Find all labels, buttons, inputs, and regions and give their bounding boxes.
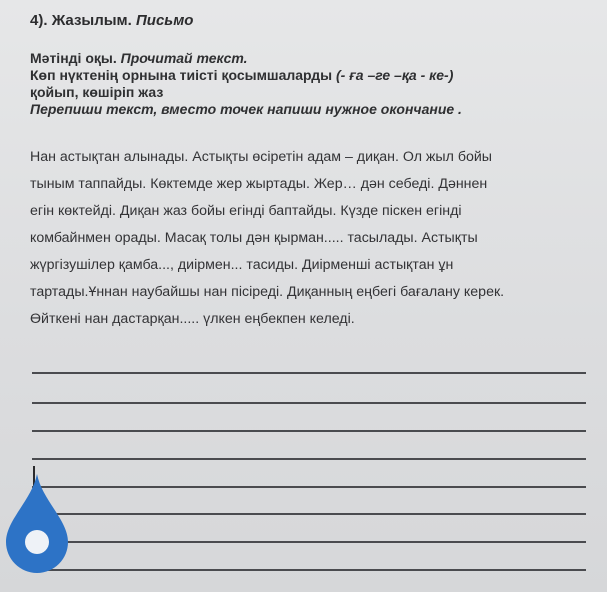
writing-line-3[interactable] [32, 430, 586, 432]
instruction-line-2 [30, 67, 590, 84]
writing-line-5[interactable] [32, 486, 586, 488]
reading-text [30, 144, 598, 333]
text-line: Өйткені нан дастарқан..... үлкен еңбекпен келеді. [30, 311, 355, 327]
instruction-suffix-list: (- ға –ге –қа - ке-) [336, 67, 454, 83]
task-title-kz: Жазылым. [51, 12, 132, 29]
writing-line-1[interactable] [32, 372, 586, 374]
text-line: Нан астықтан алынады. Астықты өсіретін адам – диқан. Ол жыл бойы [30, 149, 492, 165]
task-heading [30, 12, 193, 29]
task-instructions [30, 50, 590, 118]
task-number: 4). [30, 12, 48, 29]
blue-drop-icon[interactable] [2, 470, 72, 574]
text-line: комбайнмен орады. Масақ толы дән қырман..... тасылады. Астықты [30, 230, 478, 246]
writing-line-6[interactable] [32, 513, 586, 515]
instruction-line-4: Перепиши текст, вместо точек напиши нужное окончание . [30, 101, 462, 117]
instruction-line-1 [30, 50, 590, 67]
writing-line-8[interactable] [32, 569, 586, 571]
task-title-ru: Письмо [136, 12, 194, 29]
instruction-read-ru: Прочитай текст. [120, 50, 248, 66]
instruction-suffix-text: Көп нүктенің орнына тиісті қосымшаларды [30, 67, 333, 83]
instruction-line-3: қойып, көшіріп жаз [30, 84, 164, 100]
text-line: егін көктейді. Диқан жаз бойы егінді баптайды. Күзде піскен егінді [30, 203, 462, 219]
text-line: жүргізушілер қамба..., диірмен... тасиды. Диірменші астықтан ұн [30, 257, 454, 273]
text-line: тыным таппайды. Көктемде жер жыртады. Жер… дән себеді. Дәннен [30, 176, 488, 192]
writing-line-7[interactable] [32, 541, 586, 543]
text-line: тартады.Ұннан наубайшы нан пісіреді. Диқанның еңбегі бағалану керек. [30, 284, 505, 300]
writing-line-2[interactable] [32, 402, 586, 404]
writing-line-4[interactable] [32, 458, 586, 460]
instruction-read-kz: Мәтінді оқы. [30, 50, 117, 66]
